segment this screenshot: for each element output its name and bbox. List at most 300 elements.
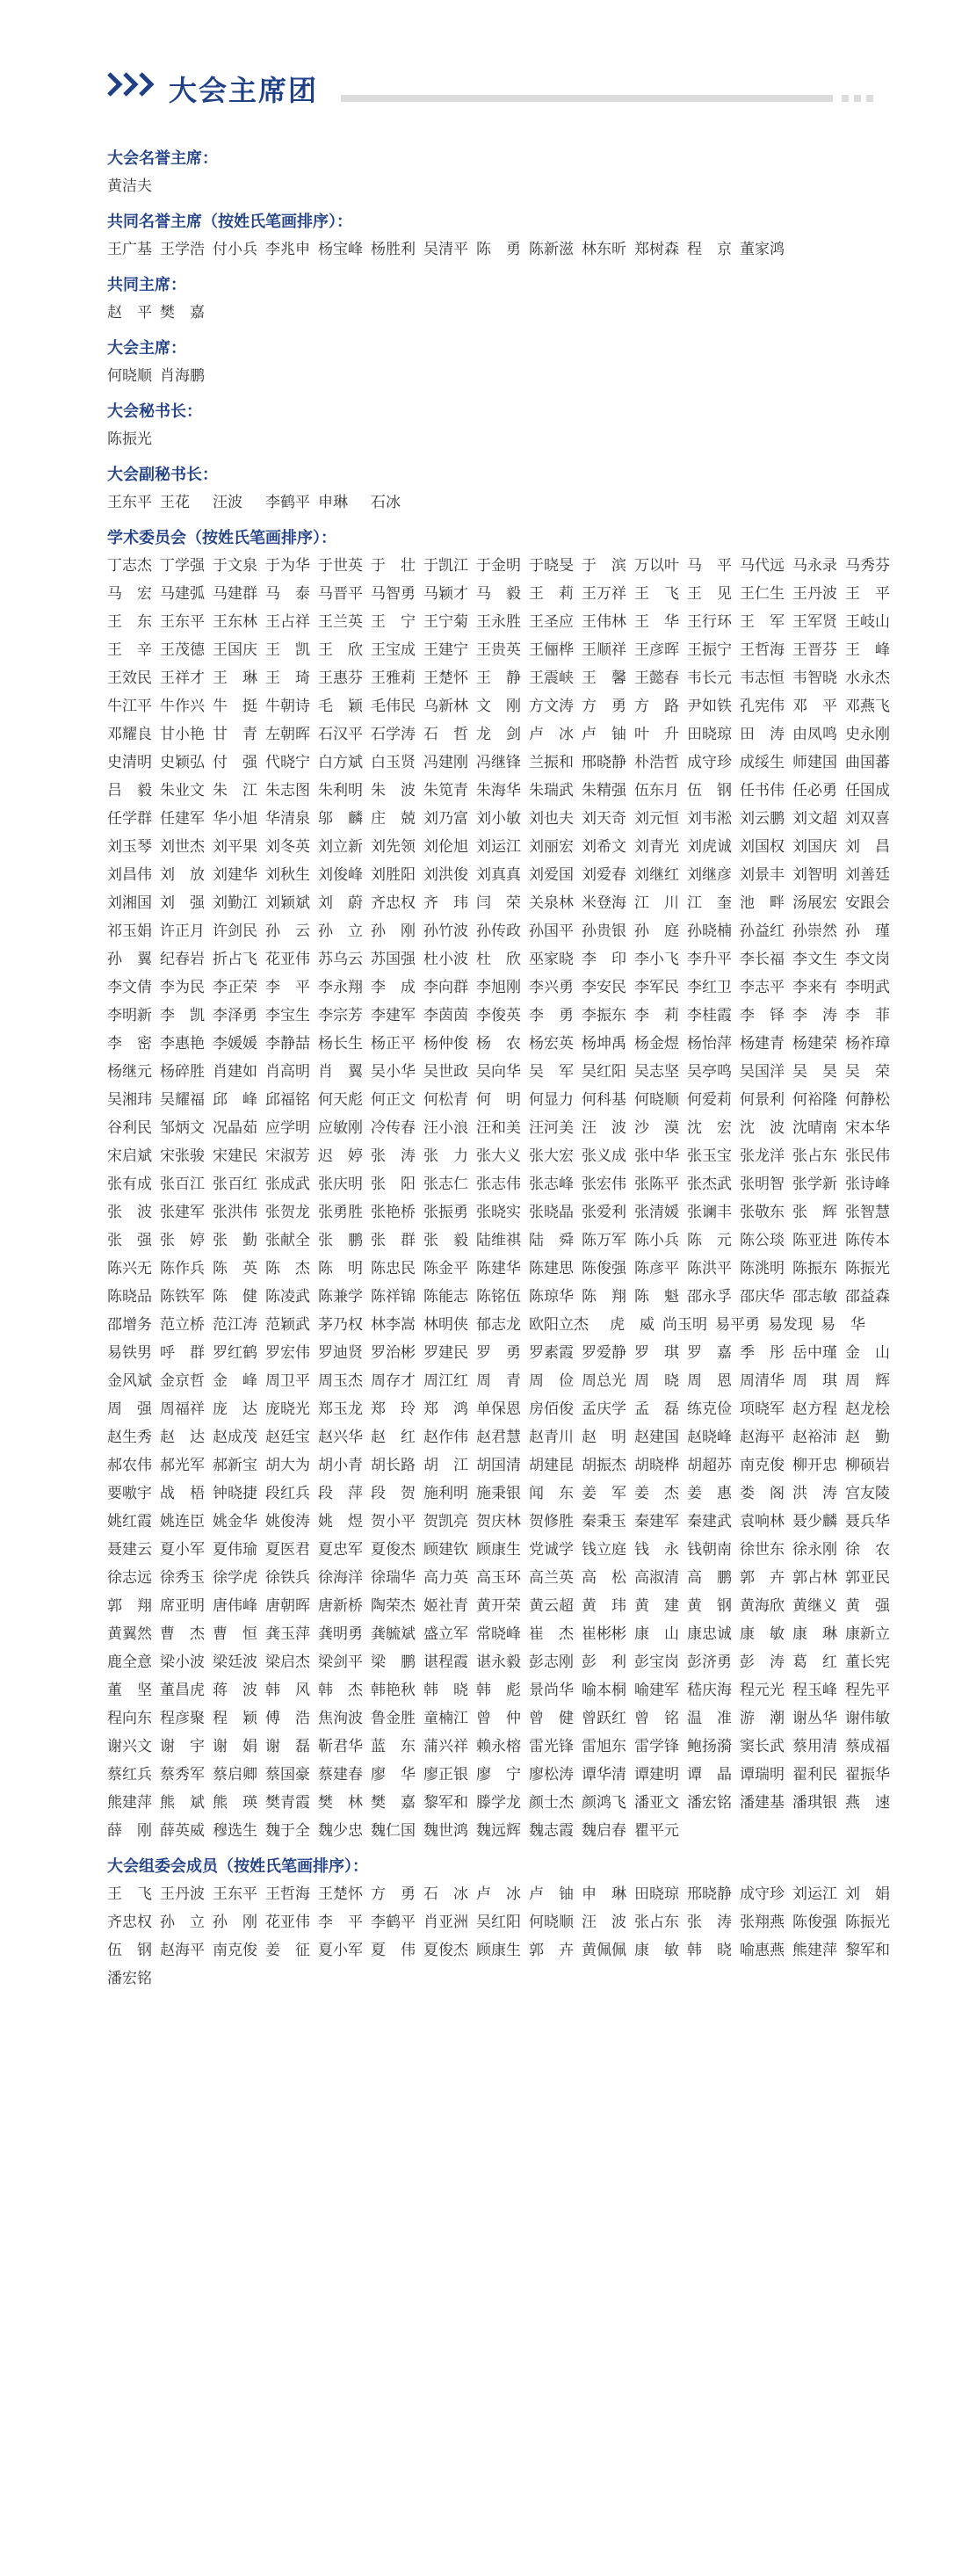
member-name: 万以叶 [634, 557, 679, 575]
member-name: 夏医君 [265, 1541, 310, 1559]
member-name: 刘昌伟 [107, 866, 152, 884]
member-name: 项晓军 [740, 1400, 785, 1418]
member-name: 吴世政 [423, 1063, 468, 1081]
member-name: 于凯江 [423, 557, 468, 575]
member-name: 赵兴华 [318, 1429, 363, 1446]
member-name: 何 明 [476, 1091, 521, 1109]
member-name: 宫友陵 [845, 1485, 890, 1502]
member-name: 华小旭 [213, 810, 257, 828]
member-name: 姜 军 [582, 1485, 626, 1502]
member-name: 张 鹏 [318, 1232, 363, 1249]
member-name: 张 毅 [423, 1232, 468, 1249]
member-name: 于晓旻 [529, 557, 574, 575]
member-name: 夏小军 [318, 1942, 363, 1959]
member-name: 王彦晖 [634, 641, 679, 659]
member-name: 张谰丰 [687, 1204, 732, 1221]
member-name: 张 波 [107, 1204, 152, 1221]
member-name: 张陈平 [634, 1176, 679, 1193]
member-name: 邱福铭 [265, 1091, 310, 1109]
member-name: 陈 健 [213, 1288, 257, 1306]
member-name: 杨建青 [740, 1035, 785, 1053]
committee-section [107, 525, 898, 1845]
member-name: 孙国平 [529, 923, 574, 940]
member-name: 夏俊杰 [423, 1942, 468, 1959]
member-name: 田晓琼 [687, 726, 732, 743]
member-name: 陈振东 [792, 1260, 837, 1277]
member-name: 刘洪俊 [423, 866, 468, 884]
member-name: 窦长武 [740, 1738, 785, 1755]
member-name: 张学新 [792, 1176, 837, 1193]
member-name: 刘建华 [213, 866, 257, 884]
member-name: 苏国强 [371, 951, 416, 968]
member-name: 刘伦旭 [423, 838, 468, 856]
member-name: 何正文 [371, 1091, 416, 1109]
member-name: 钱 永 [634, 1541, 679, 1559]
member-name: 赵晓峰 [687, 1429, 732, 1446]
member-name: 刘世杰 [160, 838, 205, 856]
member-name: 史永刚 [845, 726, 890, 743]
member-name: 王丹波 [160, 1885, 205, 1903]
member-name: 高玉环 [476, 1569, 521, 1587]
member-name: 白方斌 [318, 754, 363, 771]
member-name: 刘小敏 [476, 810, 521, 828]
member-name: 赵成茂 [213, 1429, 257, 1446]
member-name: 陈 杰 [265, 1260, 310, 1277]
member-name: 周 俭 [529, 1372, 574, 1390]
member-name: 赵廷宝 [265, 1429, 310, 1446]
member-name: 张清媛 [634, 1204, 679, 1221]
member-name: 刘丽宏 [529, 838, 574, 856]
member-name: 刘爱春 [582, 866, 626, 884]
member-name: 秦建军 [634, 1513, 679, 1530]
member-name: 代晓宁 [265, 754, 310, 771]
member-name: 魏于全 [265, 1822, 310, 1840]
member-name: 岳中瑾 [792, 1344, 837, 1362]
member-name: 沙 漠 [634, 1119, 679, 1137]
member-name: 周清华 [740, 1372, 785, 1390]
member-name: 陈祥锦 [371, 1288, 416, 1306]
member-name: 方文涛 [529, 698, 574, 715]
member-name: 熊 斌 [160, 1794, 205, 1812]
member-name: 王 华 [634, 613, 679, 631]
member-name: 刘俊峰 [318, 866, 363, 884]
page-header [107, 69, 863, 112]
member-name: 任学群 [107, 810, 152, 828]
member-name: 朱笕青 [423, 782, 468, 800]
member-name: 王伟林 [582, 613, 626, 631]
member-name: 刘韦淞 [687, 810, 732, 828]
member-name: 刘青光 [634, 838, 679, 856]
member-name: 魏远辉 [476, 1822, 521, 1840]
name-list [107, 552, 898, 1845]
member-name: 杨胜利 [371, 241, 416, 258]
member-name: 韩 杰 [318, 1682, 363, 1699]
member-name: 赵 平 [107, 304, 152, 322]
member-name: 张 涛 [371, 1147, 416, 1165]
member-name: 杨仲俊 [423, 1035, 468, 1053]
member-name: 张庆明 [318, 1176, 363, 1193]
member-name: 孔宪伟 [740, 698, 785, 715]
member-name: 姚 煜 [318, 1513, 363, 1530]
member-name: 刘秋生 [265, 866, 310, 884]
member-name: 钟晓捷 [213, 1485, 257, 1502]
member-name: 黄翼然 [107, 1625, 152, 1643]
member-name: 郭 卉 [740, 1569, 785, 1587]
member-name: 刘双喜 [845, 810, 890, 828]
member-name: 夏 伟 [371, 1942, 416, 1959]
member-name: 吴 军 [529, 1063, 574, 1081]
member-name: 蔡成福 [845, 1738, 890, 1755]
member-name: 梁剑平 [318, 1653, 363, 1671]
member-name: 高力英 [423, 1569, 468, 1587]
member-name: 马建群 [213, 585, 257, 603]
member-name: 刘善廷 [845, 866, 890, 884]
member-name: 段 萍 [318, 1485, 363, 1502]
member-name: 聂少麟 [792, 1513, 837, 1530]
name-list [107, 1880, 898, 1993]
member-name: 赵 明 [582, 1429, 626, 1446]
member-name: 鹿全意 [107, 1653, 152, 1671]
member-name: 王学浩 [160, 241, 205, 258]
member-name: 宋张骏 [160, 1147, 205, 1165]
member-name: 顾建钦 [423, 1541, 468, 1559]
member-name: 聂兵华 [845, 1513, 890, 1530]
member-name: 卢 冰 [529, 726, 574, 743]
member-name: 甘 青 [213, 726, 257, 743]
member-name: 刘湘国 [107, 894, 152, 912]
member-name: 陆维祺 [476, 1232, 521, 1249]
section-title: 大会秘书长： [107, 402, 202, 421]
member-name: 王占祥 [265, 613, 310, 631]
member-name: 朱瑞武 [529, 782, 574, 800]
member-name: 雷旭东 [582, 1738, 626, 1755]
member-name: 石学涛 [371, 726, 416, 743]
member-name: 蒋 波 [213, 1682, 257, 1699]
member-name: 池 畔 [740, 894, 785, 912]
member-name: 庞 达 [213, 1400, 257, 1418]
member-name: 洪 涛 [792, 1485, 837, 1502]
member-name: 周存才 [371, 1372, 416, 1390]
member-name: 沈 波 [740, 1119, 785, 1137]
member-name: 韦长元 [687, 669, 732, 687]
member-name: 张智慧 [845, 1204, 890, 1221]
member-name: 赵 达 [160, 1429, 205, 1446]
member-name: 娄 阁 [740, 1485, 785, 1502]
member-name: 陈铁军 [160, 1288, 205, 1306]
member-name: 朱 江 [213, 782, 257, 800]
member-name: 牛朝诗 [265, 698, 310, 715]
member-name: 林东昕 [582, 241, 626, 258]
member-name: 孙 刚 [213, 1914, 257, 1931]
member-name: 童楠江 [423, 1710, 468, 1727]
member-name: 张晓实 [476, 1204, 521, 1221]
member-name: 彭宝岗 [634, 1653, 679, 1671]
member-name: 郑 玲 [371, 1400, 416, 1418]
member-name: 谭华清 [582, 1766, 626, 1784]
member-name: 陈铭伍 [476, 1288, 521, 1306]
member-name: 王广基 [107, 241, 152, 258]
member-name: 况晶茹 [213, 1119, 257, 1137]
member-name: 罗 勇 [476, 1344, 521, 1362]
member-name: 周 晓 [634, 1372, 679, 1390]
member-name: 张大义 [476, 1147, 521, 1165]
member-name: 刘颖斌 [265, 894, 310, 912]
member-name: 李 莉 [634, 1007, 679, 1024]
committee-section [107, 146, 898, 200]
member-name: 王 见 [687, 585, 732, 603]
member-name: 邵增务 [107, 1316, 152, 1334]
member-name: 陈洪平 [687, 1260, 732, 1277]
member-name: 罗爱静 [582, 1344, 626, 1362]
member-name: 郭 卉 [529, 1942, 574, 1959]
member-name: 王晋芬 [792, 641, 837, 659]
member-name: 姜 杰 [634, 1485, 679, 1502]
member-name: 邹炳文 [160, 1119, 205, 1137]
member-name: 郑玉龙 [318, 1400, 363, 1418]
member-name: 廖 宁 [476, 1766, 521, 1784]
member-name: 吴耀福 [160, 1091, 205, 1109]
member-name: 程元光 [740, 1682, 785, 1699]
member-name: 房佰俊 [529, 1400, 574, 1418]
member-name: 许正月 [160, 923, 205, 940]
member-name: 田 涛 [740, 726, 785, 743]
member-name: 胡超苏 [687, 1457, 732, 1474]
member-name: 师建国 [792, 754, 837, 771]
member-name: 王震峡 [529, 669, 574, 687]
member-name: 赵裕沛 [792, 1429, 837, 1446]
member-name: 姬社青 [423, 1597, 468, 1615]
member-name: 于 壮 [371, 557, 416, 575]
member-name: 康 琳 [792, 1625, 837, 1643]
member-name: 邵益森 [845, 1288, 890, 1306]
member-name: 李向群 [423, 979, 468, 996]
member-name: 孙益红 [740, 923, 785, 940]
member-name: 王东平 [107, 494, 152, 511]
member-name: 熊建萍 [107, 1794, 152, 1812]
member-name: 贺修胜 [529, 1513, 574, 1530]
member-name: 周福祥 [160, 1400, 205, 1418]
member-name: 何晓顺 [529, 1914, 574, 1931]
member-name: 王 辛 [107, 641, 152, 659]
member-name: 李志平 [740, 979, 785, 996]
triple-chevron-icon [107, 72, 156, 97]
member-name: 朱海华 [476, 782, 521, 800]
member-name: 李泽勇 [213, 1007, 257, 1024]
member-name: 蔡用清 [792, 1738, 837, 1755]
member-name: 傅 浩 [265, 1710, 310, 1727]
member-name: 吴国洋 [740, 1063, 785, 1081]
member-name: 赵君慧 [476, 1429, 521, 1446]
member-name: 邬 麟 [318, 810, 363, 828]
member-name: 张献全 [265, 1232, 310, 1249]
member-name: 史颖弘 [160, 754, 205, 771]
member-name: 刘乃富 [423, 810, 468, 828]
member-name: 薛英威 [160, 1822, 205, 1840]
member-name: 郭占林 [792, 1569, 837, 1587]
member-name: 刘天奇 [582, 810, 626, 828]
member-name: 谢丛华 [792, 1710, 837, 1727]
member-name: 张 婷 [160, 1232, 205, 1249]
member-name: 何裕隆 [792, 1091, 837, 1109]
member-name: 秦建武 [687, 1513, 732, 1530]
name-list [107, 172, 898, 200]
member-name: 姚连臣 [160, 1513, 205, 1530]
member-name: 杨建荣 [792, 1035, 837, 1053]
member-name: 崔 杰 [529, 1625, 574, 1643]
member-name: 李正荣 [213, 979, 257, 996]
member-name: 党诚学 [529, 1541, 574, 1559]
member-name: 常晓峰 [476, 1625, 521, 1643]
member-name: 董 坚 [107, 1682, 152, 1699]
member-name: 陈公琰 [740, 1232, 785, 1249]
member-name: 杨继元 [107, 1063, 152, 1081]
member-name: 马代远 [740, 557, 785, 575]
member-name: 潘宏铭 [687, 1794, 732, 1812]
member-name: 姚金华 [213, 1513, 257, 1530]
member-name: 张成武 [265, 1176, 310, 1193]
member-name: 马颖才 [423, 585, 468, 603]
member-name: 易平勇 [715, 1316, 760, 1334]
member-name: 曹 杰 [160, 1625, 205, 1643]
member-name: 夏俊杰 [371, 1541, 416, 1559]
section-title: 大会组委会成员（按姓氏笔画排序）： [107, 1857, 368, 1876]
member-name: 潘宏铭 [107, 1970, 152, 1987]
member-name: 王宁菊 [423, 613, 468, 631]
member-name: 何松青 [423, 1091, 468, 1109]
member-name: 罗宏伟 [265, 1344, 310, 1362]
member-name: 刘文超 [792, 810, 837, 828]
member-name: 沈 宏 [687, 1119, 732, 1137]
member-name: 陈传本 [845, 1232, 890, 1249]
member-name: 梁小波 [160, 1653, 205, 1671]
member-name: 茅乃权 [318, 1316, 363, 1334]
member-name: 张 力 [423, 1147, 468, 1165]
member-name: 廖 华 [371, 1766, 416, 1784]
member-name: 庞晓光 [265, 1400, 310, 1418]
member-name: 杨祚璋 [845, 1035, 890, 1053]
member-name: 李 铎 [740, 1007, 785, 1024]
member-name: 曹 恒 [213, 1625, 257, 1643]
member-name: 胡大为 [265, 1457, 310, 1474]
member-name: 李安民 [582, 979, 626, 996]
member-name: 龚明勇 [318, 1625, 363, 1643]
member-name: 程先平 [845, 1682, 890, 1699]
member-name: 程 京 [687, 241, 732, 258]
section-title: 大会主席： [107, 339, 186, 358]
member-name: 李 密 [107, 1035, 152, 1053]
member-name: 谷利民 [107, 1119, 152, 1137]
committee-section [107, 272, 898, 327]
member-name: 罗 琪 [634, 1344, 679, 1362]
member-name: 王贵英 [476, 641, 521, 659]
member-name: 刘胜阳 [371, 866, 416, 884]
member-name: 应学明 [265, 1119, 310, 1137]
name-list [107, 488, 898, 517]
member-name: 乌新林 [423, 698, 468, 715]
member-name: 黄 玮 [582, 1597, 626, 1615]
member-name: 卢 铀 [582, 726, 626, 743]
member-name: 方 路 [634, 698, 679, 715]
member-name: 黄海欣 [740, 1597, 785, 1615]
member-name: 张义成 [582, 1147, 626, 1165]
member-name: 郑 鸿 [423, 1400, 468, 1418]
member-name: 陈俊强 [792, 1914, 837, 1931]
member-name: 刘 娟 [845, 1885, 890, 1903]
member-name: 翟利民 [792, 1766, 837, 1784]
member-name: 王圣应 [529, 613, 574, 631]
member-name: 翟振华 [845, 1766, 890, 1784]
member-name: 吴亭鸣 [687, 1063, 732, 1081]
member-name: 陈俊强 [582, 1260, 626, 1277]
member-name: 魏少忠 [318, 1822, 363, 1840]
member-name: 崔彬彬 [582, 1625, 626, 1643]
member-name: 邓 平 [792, 698, 837, 715]
member-name: 林明侠 [423, 1316, 468, 1334]
member-name: 许剑民 [213, 923, 257, 940]
member-name: 任建军 [160, 810, 205, 828]
member-name: 易发现 [768, 1316, 813, 1334]
member-name: 张 涛 [687, 1914, 732, 1931]
member-name: 王雅莉 [371, 669, 416, 687]
member-name: 马 平 [687, 557, 732, 575]
member-name: 葛 红 [792, 1653, 837, 1671]
member-name: 郝光军 [160, 1457, 205, 1474]
name-list [107, 362, 898, 390]
member-name: 蓝 东 [371, 1738, 416, 1755]
member-name: 高兰英 [529, 1569, 574, 1587]
member-name: 邱 峰 [213, 1091, 257, 1109]
member-name: 谭瑞明 [740, 1766, 785, 1784]
member-name: 罗建民 [423, 1344, 468, 1362]
member-name: 张明智 [740, 1176, 785, 1193]
member-name: 孙 翼 [107, 951, 152, 968]
member-name: 郝农伟 [107, 1457, 152, 1474]
member-name: 伍东月 [634, 782, 679, 800]
member-name: 于文泉 [213, 557, 257, 575]
member-name: 吴 昊 [792, 1063, 837, 1081]
member-name: 王丹波 [792, 585, 837, 603]
member-name: 廖松涛 [529, 1766, 574, 1784]
member-name: 杜 欣 [476, 951, 521, 968]
member-name: 程向东 [107, 1710, 152, 1727]
member-name: 徐永刚 [792, 1541, 837, 1559]
member-name: 范立桥 [160, 1316, 205, 1334]
member-name: 景尚华 [529, 1682, 574, 1699]
member-name: 游 潮 [740, 1710, 785, 1727]
member-name: 康 敏 [634, 1942, 679, 1959]
member-name: 何静松 [845, 1091, 890, 1109]
member-name: 施秉银 [476, 1485, 521, 1502]
member-name: 石汉平 [318, 726, 363, 743]
member-name: 李 成 [371, 979, 416, 996]
member-name: 邵永孚 [687, 1288, 732, 1306]
member-name: 贺凯亮 [423, 1513, 468, 1530]
member-name: 秦秉玉 [582, 1513, 626, 1530]
member-name: 刘 昌 [845, 838, 890, 856]
member-name: 孙 瑾 [845, 923, 890, 940]
member-name: 韩艳秋 [371, 1682, 416, 1699]
member-name: 程彦聚 [160, 1710, 205, 1727]
title-underline-bar [341, 95, 833, 102]
member-name: 胡小青 [318, 1457, 363, 1474]
member-name: 王 东 [107, 613, 152, 631]
member-name: 冷传春 [371, 1119, 416, 1137]
member-name: 王宝成 [371, 641, 416, 659]
member-name: 谢 娟 [213, 1738, 257, 1755]
member-name: 战 梧 [160, 1485, 205, 1502]
member-name: 刘景丰 [740, 866, 785, 884]
member-name: 齐 玮 [423, 894, 468, 912]
